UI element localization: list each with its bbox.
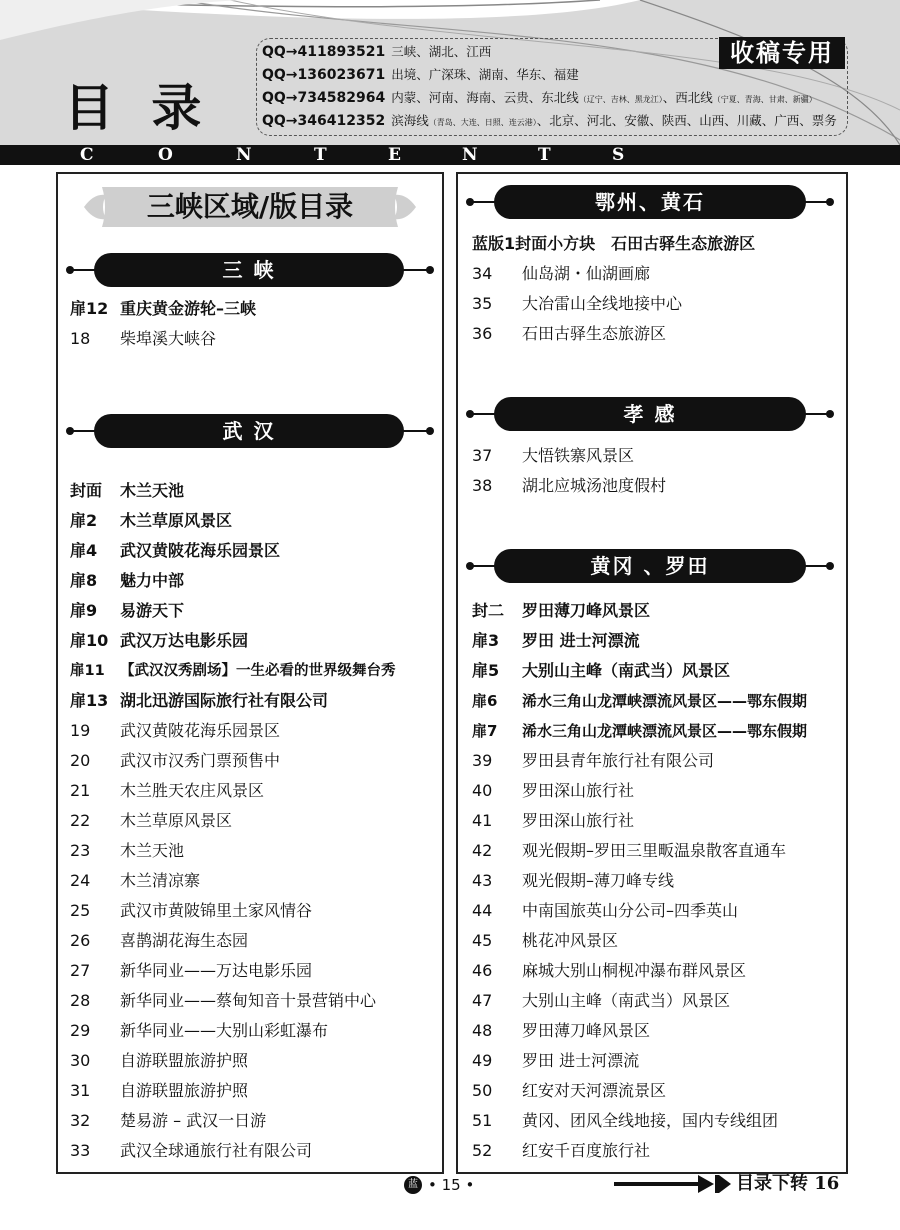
entry-code: 20 (70, 751, 91, 770)
list-item (472, 1048, 639, 1074)
list-item (472, 628, 640, 654)
list-item (70, 1018, 328, 1044)
entry-name: 新华同业——蔡甸知音十景营销中心 (120, 991, 377, 1010)
entry-name: 武汉市黄陂锦里土家风情谷 (120, 901, 313, 920)
entry-code: 25 (70, 901, 91, 920)
entry-code: 19 (70, 721, 91, 740)
list-item (70, 628, 248, 654)
entry-code: 30 (70, 1051, 91, 1070)
entry-code: 37 (472, 446, 493, 465)
list-item (472, 898, 738, 924)
section-dot (426, 266, 434, 274)
entry-code: 48 (472, 1021, 493, 1040)
entry-code: 50 (472, 1081, 493, 1100)
qq-areas: 滨海线 (391, 113, 429, 128)
entry-name: 自游联盟旅游护照 (120, 1081, 249, 1100)
entry-code: 23 (70, 841, 91, 860)
qq-areas-detail: （宁夏、青海、甘肃、新疆） (712, 95, 817, 104)
entry-code: 26 (70, 931, 91, 950)
entry-name: 罗田深山旅行社 (522, 781, 635, 800)
entry-name: 柴埠溪大峡谷 (120, 329, 217, 348)
list-item (70, 1048, 248, 1074)
entry-code: 51 (472, 1111, 493, 1130)
list-item (70, 296, 256, 322)
entry-name: 木兰胜天农庄风景区 (120, 781, 265, 800)
entry-name: 中南国旅英山分公司–四季英山 (522, 901, 739, 920)
entry-code: 扉7 (472, 722, 498, 740)
list-item (70, 748, 280, 774)
section-heading-huanggang-luotian: 黄冈 、罗田 (494, 549, 806, 583)
qq-areas-detail: （青岛、大连、日照、连云港） (428, 118, 537, 127)
entry-code: 扉5 (472, 661, 500, 680)
qq-number: QQ→734582964 (262, 90, 386, 106)
list-item (472, 321, 666, 347)
list-item (472, 1138, 650, 1164)
entry-name: 湖北应城汤池度假村 (522, 476, 667, 495)
entry-name: 大别山主峰（南武当）风景区 (522, 661, 731, 680)
qq-areas: 内蒙、河南、海南、云贵、东北线 (391, 90, 579, 105)
entry-name: 大冶雷山全线地接中心 (522, 294, 683, 313)
entry-code: 24 (70, 871, 91, 890)
list-item (70, 538, 280, 564)
entry-name: 蓝版1封面小方块 石田古驿生态旅游区 (472, 234, 756, 253)
entry-name: 黄冈、团风全线地接，国内专线组团 (522, 1111, 779, 1130)
entry-name: 观光假期–薄刀峰专线 (522, 871, 675, 890)
entry-name: 罗田 进士河漂流 (522, 1051, 640, 1070)
section-dot (826, 198, 834, 206)
list-item (472, 473, 666, 499)
list-item (70, 1078, 248, 1104)
list-item (70, 598, 184, 624)
entry-code: 47 (472, 991, 493, 1010)
entry-name: 武汉市汉秀门票预售中 (120, 751, 281, 770)
entry-code: 27 (70, 961, 91, 980)
contents-letter: N (462, 145, 478, 165)
list-item (472, 868, 674, 894)
list-item (472, 838, 786, 864)
list-item (70, 808, 232, 834)
list-item (472, 1108, 778, 1134)
list-item (70, 658, 396, 684)
qq-row (262, 42, 491, 62)
entry-code: 32 (70, 1111, 91, 1130)
entry-name: 楚易游 – 武汉一日游 (120, 1111, 267, 1130)
contents-letter: T (314, 145, 327, 165)
qq-row (262, 111, 837, 131)
entry-code: 29 (70, 1021, 91, 1040)
entry-name: 罗田县青年旅行社有限公司 (522, 751, 715, 770)
entry-code: 40 (472, 781, 493, 800)
entry-name: 仙岛湖・仙湖画廊 (522, 264, 651, 283)
entry-code: 49 (472, 1051, 493, 1070)
entry-code: 34 (472, 264, 493, 283)
list-item (70, 868, 200, 894)
entry-name: 大别山主峰（南武当）风景区 (522, 991, 731, 1010)
entry-code: 41 (472, 811, 493, 830)
entry-code: 28 (70, 991, 91, 1010)
entry-code: 扉9 (70, 601, 98, 620)
entry-name: 浠水三角山龙潭峡漂流风景区——鄂东假期 (522, 692, 808, 710)
entry-code: 封面 (70, 481, 103, 500)
entry-name: 【武汉汉秀剧场】一生必看的世界级舞台秀 (120, 663, 396, 679)
entry-code: 46 (472, 961, 493, 980)
entry-name: 武汉黄陂花海乐园景区 (120, 541, 281, 560)
entry-name: 湖北迅游国际旅行社有限公司 (120, 691, 329, 710)
qq-areas: 三峡、湖北、江西 (391, 44, 492, 59)
list-item (70, 988, 376, 1014)
entry-code: 38 (472, 476, 493, 495)
entry-name: 桃花冲风景区 (522, 931, 619, 950)
entry-code: 39 (472, 751, 493, 770)
edition-badge: 蓝 (404, 1176, 422, 1194)
section-dot (826, 562, 834, 570)
list-item (70, 326, 216, 352)
entry-name: 木兰天池 (120, 841, 185, 860)
entry-code: 21 (70, 781, 91, 800)
entry-code: 扉11 (70, 663, 105, 679)
section-dot (466, 198, 474, 206)
list-item (70, 898, 312, 924)
entry-name: 新华同业——大别山彩虹瀑布 (120, 1021, 329, 1040)
qq-number: QQ→346412352 (262, 113, 386, 129)
entry-name: 武汉万达电影乐园 (120, 631, 249, 650)
contents-bar (0, 145, 900, 165)
entry-code: 31 (70, 1081, 91, 1100)
entry-name: 易游天下 (120, 601, 185, 620)
section-dot (466, 562, 474, 570)
list-item (472, 231, 755, 257)
list-item (472, 688, 807, 714)
entry-name: 观光假期–罗田三里畈温泉散客直通车 (522, 841, 787, 860)
qq-row (262, 65, 579, 85)
section-heading-xiaogan: 孝 感 (494, 397, 806, 431)
entry-name: 武汉黄陂花海乐园景区 (120, 721, 281, 740)
entry-name: 麻城大别山桐枧冲瀑布群风景区 (522, 961, 747, 980)
list-item (70, 928, 248, 954)
contents-letter: C (80, 145, 94, 165)
entry-name: 木兰草原风景区 (120, 811, 233, 830)
submission-stamp: 收稿专用 (719, 37, 845, 69)
continued-on-page: 目录下转 16 (736, 1173, 840, 1194)
entry-code: 52 (472, 1141, 493, 1160)
section-heading-ezhou-huangshi: 鄂州、黄石 (494, 185, 806, 219)
qq-areas-tail: 、西北线 (662, 90, 713, 105)
list-item (70, 838, 184, 864)
entry-code: 扉6 (472, 692, 498, 710)
contents-letter: O (158, 145, 173, 165)
list-item (70, 1108, 266, 1134)
list-item (472, 291, 682, 317)
entry-code: 18 (70, 329, 91, 348)
entry-code: 封二 (472, 601, 505, 620)
list-item (472, 443, 634, 469)
entry-code: 35 (472, 294, 493, 313)
entry-code: 42 (472, 841, 493, 860)
list-item (472, 261, 650, 287)
qq-number: QQ→136023671 (262, 67, 386, 83)
entry-code: 扉3 (472, 631, 500, 650)
list-item (472, 988, 730, 1014)
entry-code: 扉12 (70, 299, 109, 318)
entry-code: 43 (472, 871, 493, 890)
qq-number: QQ→411893521 (262, 44, 386, 60)
entry-name: 罗田 进士河漂流 (522, 631, 640, 650)
page-number: • 15 • (428, 1176, 475, 1194)
section-dot (66, 427, 74, 435)
entry-code: 33 (70, 1141, 91, 1160)
entry-name: 石田古驿生态旅游区 (522, 324, 667, 343)
entry-name: 喜鹊湖花海生态园 (120, 931, 249, 950)
section-dot (466, 410, 474, 418)
entry-name: 罗田薄刀峰风景区 (522, 1021, 651, 1040)
list-item (70, 568, 184, 594)
entry-name: 浠水三角山龙潭峡漂流风景区——鄂东假期 (522, 722, 808, 740)
entry-code: 扉10 (70, 631, 109, 650)
qq-row (262, 88, 817, 108)
section-dot (66, 266, 74, 274)
list-item (472, 928, 618, 954)
list-item (70, 1138, 312, 1164)
entry-name: 新华同业——万达电影乐园 (120, 961, 313, 980)
entry-code: 扉13 (70, 691, 109, 710)
left-column-title: 三峡区域/版目录 (146, 190, 354, 223)
list-item (70, 688, 328, 714)
contents-letter: T (538, 145, 551, 165)
entry-code: 扉4 (70, 541, 98, 560)
list-item (70, 718, 280, 744)
list-item (472, 1018, 650, 1044)
list-item (70, 958, 312, 984)
list-item (472, 808, 634, 834)
entry-name: 自游联盟旅游护照 (120, 1051, 249, 1070)
entry-code: 36 (472, 324, 493, 343)
entry-name: 红安对天河漂流景区 (522, 1081, 667, 1100)
list-item (472, 958, 746, 984)
section-heading-sanxia: 三 峡 (94, 253, 404, 287)
list-item (472, 1078, 666, 1104)
section-dot (826, 410, 834, 418)
entry-code: 扉2 (70, 511, 98, 530)
qq-areas-tail: 、北京、河北、安徽、陕西、山西、川藏、广西、票务 (536, 113, 837, 128)
list-item (472, 598, 650, 624)
list-item (70, 778, 264, 804)
entry-name: 魅力中部 (120, 571, 185, 590)
entry-code: 44 (472, 901, 493, 920)
contents-letter: S (612, 145, 625, 165)
list-item (472, 778, 634, 804)
contents-letter: E (388, 145, 401, 165)
entry-name: 武汉全球通旅行社有限公司 (120, 1141, 313, 1160)
page-title: 目 录 (64, 79, 212, 137)
entry-name: 大悟铁寨风景区 (522, 446, 635, 465)
entry-code: 45 (472, 931, 493, 950)
list-item (472, 718, 807, 744)
entry-name: 木兰天池 (120, 481, 185, 500)
list-item (70, 508, 232, 534)
entry-name: 罗田薄刀峰风景区 (522, 601, 651, 620)
qq-areas-detail: （辽宁、吉林、黑龙江） (578, 95, 663, 104)
entry-name: 木兰清凉寨 (120, 871, 201, 890)
entry-code: 22 (70, 811, 91, 830)
entry-code: 扉8 (70, 571, 98, 590)
list-item (472, 658, 730, 684)
section-heading-wuhan: 武 汉 (94, 414, 404, 448)
qq-areas: 出境、广深珠、湖南、华东、福建 (391, 67, 579, 82)
list-item (70, 478, 184, 504)
entry-name: 木兰草原风景区 (120, 511, 233, 530)
continue-arrow-icon (614, 1173, 732, 1195)
entry-name: 红安千百度旅行社 (522, 1141, 651, 1160)
list-item (472, 748, 714, 774)
entry-name: 罗田深山旅行社 (522, 811, 635, 830)
contents-letter: N (236, 145, 252, 165)
entry-name: 重庆黄金游轮–三峡 (120, 299, 257, 318)
section-dot (426, 427, 434, 435)
